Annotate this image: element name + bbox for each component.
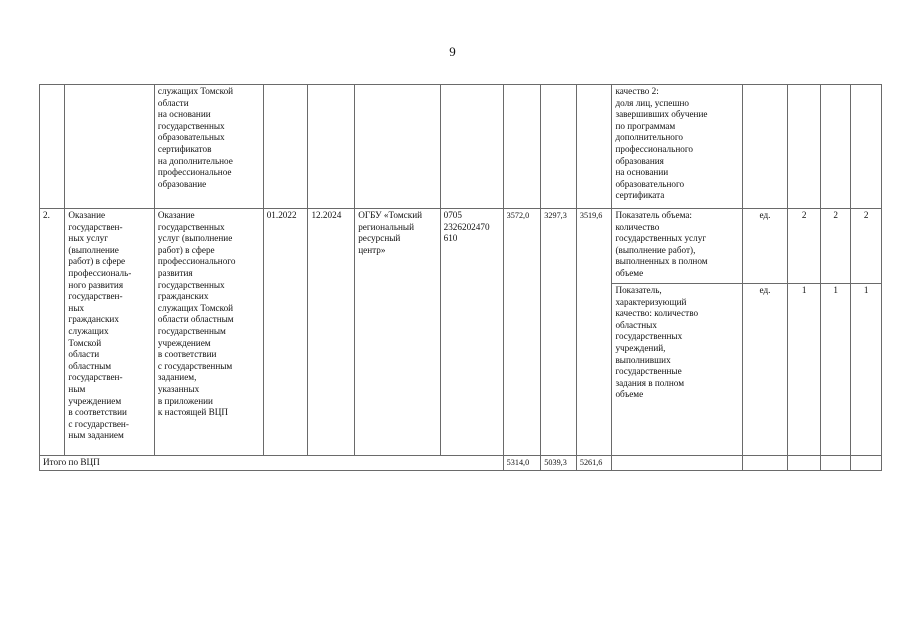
total-value-1: 5314,0: [503, 456, 541, 471]
indicator-value-1: 2: [788, 209, 821, 284]
indicator-text: Показатель, характеризующий качество: количество областных государственных учреждений, выполнивших государственные задания в полном объеме: [612, 284, 742, 456]
cell-empty: [65, 85, 154, 209]
funding-value-3: 3519,6: [576, 209, 612, 456]
funding-value-2: 3297,3: [541, 209, 577, 456]
continuation-row: [40, 85, 882, 209]
funding-value-1: 3572,0: [503, 209, 541, 456]
cell-empty: [612, 456, 742, 471]
indicator-unit: ед.: [742, 284, 788, 456]
cell-empty: [263, 85, 308, 209]
end-date: 12.2024: [308, 209, 355, 456]
cell-empty: [40, 85, 65, 209]
activity-name: Оказание государствен- ных услуг (выполнение работ) в сфере профессиональ- ного развития государствен- ных гражданских служащих Томской области областным государствен- ным учреждением в соответствии с государствен- ным заданием: [65, 209, 154, 456]
executor: ОГБУ «Томский региональный ресурсный центр»: [355, 209, 440, 456]
indicator-text: Показатель объема: количество государственных услуг (выполнение работ), выполненных в полном объеме: [612, 209, 742, 284]
activity-description: Оказание государственных услуг (выполнение работ) в сфере профессионального развития государственных гражданских служащих Томской области областным государственным учреждением в соответствии с государственным заданием, указанных в приложении к настоящей ВЦП: [154, 209, 263, 456]
total-value-2: 5039,3: [541, 456, 577, 471]
page-number: 9: [449, 44, 456, 59]
cell-empty: [541, 85, 577, 209]
total-row: [40, 456, 882, 471]
cell-empty: [576, 85, 612, 209]
cell-empty: [742, 85, 788, 209]
cell-empty: [355, 85, 440, 209]
cell-empty: [503, 85, 541, 209]
cell-empty: [788, 85, 821, 209]
total-value-3: 5261,6: [576, 456, 612, 471]
continued-indicator: качество 2: доля лиц, успешно завершивших обучение по программам дополнительного профессионального образования на основании образовательного сертификата: [612, 85, 742, 209]
indicator-value-2: 1: [820, 284, 851, 456]
indicator-value-3: 2: [851, 209, 882, 284]
cell-empty: [742, 456, 788, 471]
continued-description: служащих Томской области на основании государственных образовательных сертификатов на дополнительное профессиональное образование: [154, 85, 263, 209]
indicator-value-3: 1: [851, 284, 882, 456]
cell-empty: [308, 85, 355, 209]
start-date: 01.2022: [263, 209, 308, 456]
indicator-unit: ед.: [742, 209, 788, 284]
cell-empty: [788, 456, 821, 471]
cell-empty: [440, 85, 503, 209]
cell-empty: [851, 85, 882, 209]
table-row: [40, 209, 882, 284]
budget-code: 0705 2326202470 610: [440, 209, 503, 456]
cell-empty: [851, 456, 882, 471]
row-number: 2.: [40, 209, 65, 456]
indicator-value-1: 1: [788, 284, 821, 456]
program-table: [39, 84, 882, 471]
cell-empty: [820, 456, 851, 471]
total-label: Итого по ВЦП: [40, 456, 504, 471]
cell-empty: [820, 85, 851, 209]
indicator-value-2: 2: [820, 209, 851, 284]
